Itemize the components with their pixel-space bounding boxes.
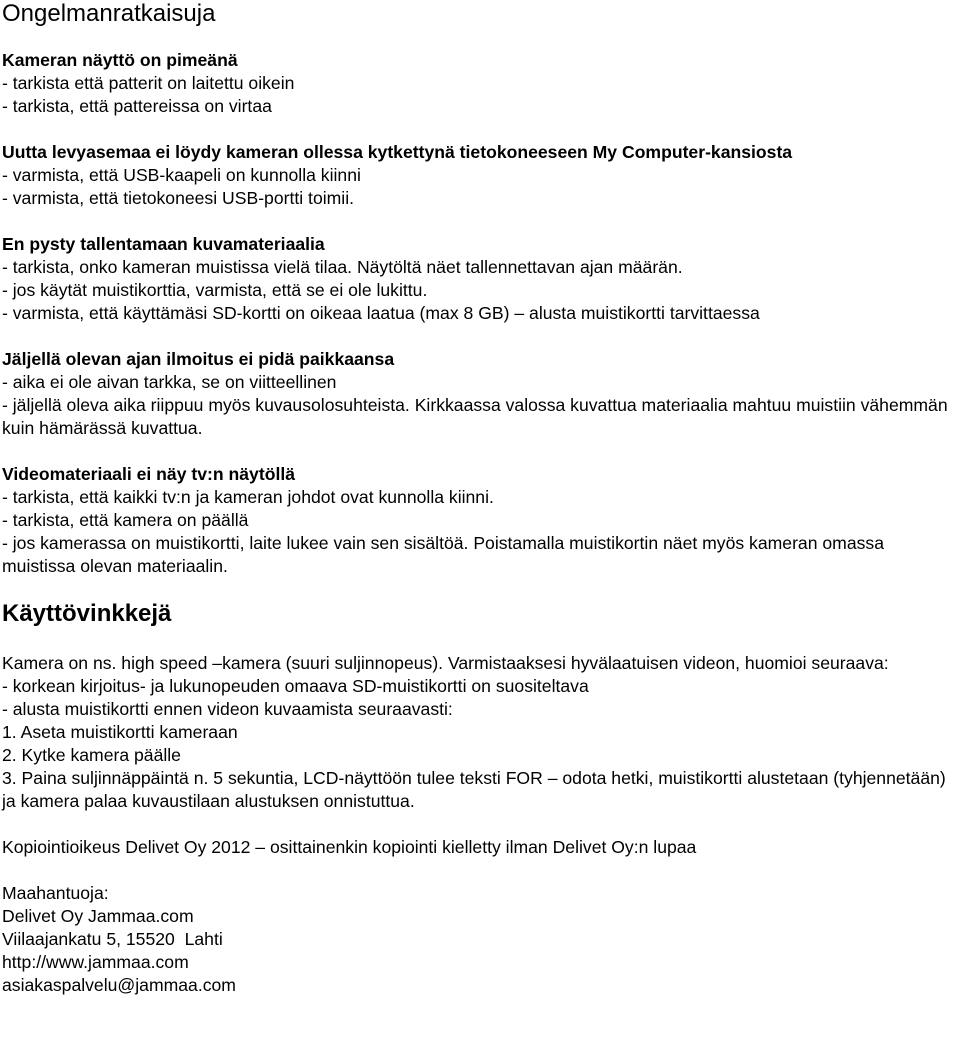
tips-step: 3. Paina suljinnäppäintä n. 5 sekuntia, LCD-näyttöön tulee teksti FOR – odota hetki, muistikortti alustetaan (tyhjennetään) ja kamera palaa kuvaustilaan alustuksen onnistuttua. bbox=[2, 768, 946, 811]
importer-address: Viilaajankatu 5, 15520 Lahti bbox=[2, 929, 223, 949]
section-line: - tarkista että patterit on laitettu oikein bbox=[2, 73, 295, 93]
document-page bbox=[2, 0, 958, 997]
copyright-notice: Kopiointioikeus Delivet Oy 2012 – osittainenkin kopiointi kielletty ilman Delivet Oy:n lupaa bbox=[2, 837, 697, 857]
section-heading: Kameran näyttö on pimeänä bbox=[2, 50, 238, 70]
spacer bbox=[2, 325, 958, 348]
spacer bbox=[2, 859, 958, 882]
trouble-section-no-drive bbox=[2, 141, 958, 210]
section-line: - jäljellä oleva aika riippuu myös kuvausolosuhteista. Kirkkaassa valossa kuvattua materiaalia mahtuu muistiin vähemmän kuin hämärässä kuvattua. bbox=[2, 395, 948, 438]
page-title: Ongelmanratkaisuja bbox=[2, 0, 216, 27]
tips-step: 2. Kytke kamera päälle bbox=[2, 745, 181, 765]
section-line: - jos kamerassa on muistikortti, laite lukee vain sen sisältöä. Poistamalla muistikortin näet myös kameran omassa muistissa olevan materiaalin. bbox=[2, 533, 884, 576]
section-line: - tarkista, että kamera on päällä bbox=[2, 510, 249, 530]
spacer bbox=[2, 118, 958, 141]
tips-heading: Käyttövinkkejä bbox=[2, 600, 172, 627]
trouble-section-remaining-time bbox=[2, 348, 958, 440]
spacer bbox=[2, 28, 958, 49]
importer-info bbox=[2, 882, 958, 997]
section-line: - jos käytät muistikorttia, varmista, että se ei ole lukittu. bbox=[2, 280, 428, 300]
spacer bbox=[2, 628, 958, 652]
importer-company: Delivet Oy Jammaa.com bbox=[2, 906, 194, 926]
section-line: - varmista, että USB-kaapeli on kunnolla kiinni bbox=[2, 165, 361, 185]
section-line: - varmista, että käyttämäsi SD-kortti on oikeaa laatua (max 8 GB) – alusta muistikortti tarvittaessa bbox=[2, 303, 760, 323]
section-heading: En pysty tallentamaan kuvamateriaalia bbox=[2, 234, 325, 254]
spacer bbox=[2, 578, 958, 600]
section-line: - varmista, että tietokoneesi USB-portti toimii. bbox=[2, 188, 354, 208]
tips-line: - korkean kirjoitus- ja lukunopeuden omaava SD-muistikortti on suositeltava bbox=[2, 676, 589, 696]
tips-intro: Kamera on ns. high speed –kamera (suuri suljinnopeus). Varmistaaksesi hyvälaatuisen videon, huomioi seuraava: bbox=[2, 653, 889, 673]
section-heading: Jäljellä olevan ajan ilmoitus ei pidä paikkaansa bbox=[2, 349, 395, 369]
spacer bbox=[2, 440, 958, 463]
section-heading: Videomateriaali ei näy tv:n näytöllä bbox=[2, 464, 296, 484]
section-line: - tarkista, että kaikki tv:n ja kameran johdot ovat kunnolla kiinni. bbox=[2, 487, 494, 507]
spacer bbox=[2, 813, 958, 836]
importer-label: Maahantuoja: bbox=[2, 883, 109, 903]
importer-email-link[interactable]: asiakaspalvelu@jammaa.com bbox=[2, 975, 236, 995]
importer-website-link[interactable]: http://www.jammaa.com bbox=[2, 952, 189, 972]
tips-line: - alusta muistikortti ennen videon kuvaamista seuraavasti: bbox=[2, 699, 453, 719]
tips-step: 1. Aseta muistikortti kameraan bbox=[2, 722, 238, 742]
section-line: - tarkista, että pattereissa on virtaa bbox=[2, 96, 272, 116]
section-line: - aika ei ole aivan tarkka, se on viitteellinen bbox=[2, 372, 337, 392]
section-line: - tarkista, onko kameran muistissa vielä tilaa. Näytöltä näet tallennettavan ajan määrän. bbox=[2, 257, 683, 277]
spacer bbox=[2, 210, 958, 233]
section-heading: Uutta levyasemaa ei löydy kameran ollessa kytkettynä tietokoneeseen My Computer-kansiosta bbox=[2, 142, 793, 162]
trouble-section-cannot-record bbox=[2, 233, 958, 325]
tips-section bbox=[2, 652, 958, 813]
trouble-section-tv bbox=[2, 463, 958, 578]
trouble-section-screen-dark bbox=[2, 49, 958, 118]
